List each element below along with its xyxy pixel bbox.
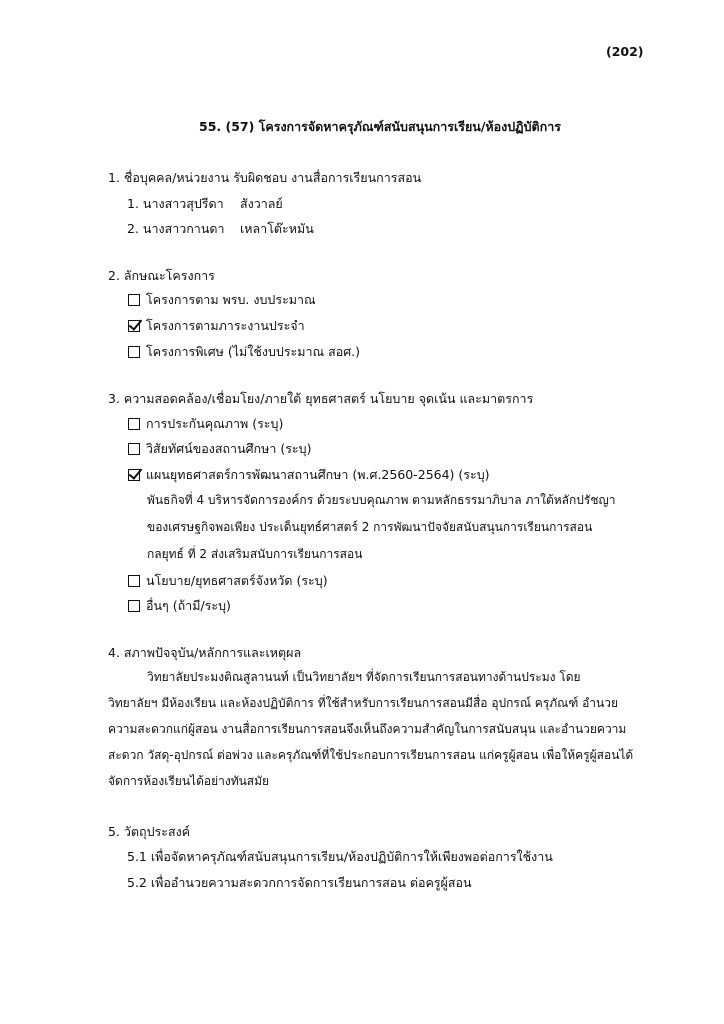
person-2-name: 2. นางสาวกานดา: [127, 221, 225, 236]
option-vision: [128, 439, 311, 459]
checkbox-icon[interactable]: [128, 294, 140, 306]
section2-heading: 2. ลักษณะโครงการ: [108, 268, 215, 283]
person-2-surname: เหลาโต๊ะหมัน: [240, 221, 314, 236]
rationale-line-3: ความสะดวกแก่ผู้สอน งานสื่อการเรียนการสอนจึงเห็นถึงความสำคัญในการสนับสนุน และอำนวยความ: [108, 722, 627, 736]
section3-heading: 3. ความสอดคล้อง/เชื่อมโยง/ภายใต้ ยุทธศาสตร์ นโยบาย จุดเน้น และมาตรการ: [108, 391, 534, 406]
option-label: โครงการตาม พรบ. งบประมาณ: [146, 292, 316, 307]
strategy-detail-line-3: กลยุทธ์ ที่ 2 ส่งเสริมสนับการเรียนการสอน: [147, 547, 363, 561]
section1-heading: 1. ชื่อบุคคล/หน่วยงาน รับผิดชอบ งานสื่อการเรียนการสอน: [108, 170, 422, 185]
option-label: วิสัยทัศน์ของสถานศึกษา (ระบุ): [146, 441, 312, 456]
checkbox-icon[interactable]: [128, 575, 140, 587]
rationale-line-5: จัดการห้องเรียนได้อย่างทันสมัย: [108, 774, 270, 788]
section5-heading: 5. วัตถุประสงค์: [108, 824, 191, 839]
option-special-project: [128, 342, 360, 362]
strategy-detail-line-2: ของเศรษฐกิจพอเพียง ประเด็นยุทธ์ศาสตร์ 2 การพัฒนาปัจจัยสนับสนุนการเรียนการสอน: [147, 520, 593, 534]
checkbox-checked-icon[interactable]: [128, 469, 140, 481]
option-quality-assurance: [128, 414, 283, 434]
option-routine-work: [128, 316, 305, 336]
objective-5-2: 5.2 เพื่ออำนวยความสะดวกการจัดการเรียนการสอน ต่อครูผู้สอน: [127, 875, 472, 890]
checkbox-icon[interactable]: [128, 443, 140, 455]
option-budget-act: [128, 290, 316, 310]
option-strategic-plan: [128, 465, 490, 485]
page-number: (202): [606, 44, 644, 59]
option-label: การประกันคุณภาพ (ระบุ): [146, 416, 284, 431]
option-label: โครงการตามภาระงานประจำ: [146, 318, 305, 333]
option-label: แผนยุทธศาสตร์การพัฒนาสถานศึกษา (พ.ศ.2560-2564) (ระบุ): [146, 467, 490, 482]
option-other: [128, 596, 231, 616]
option-label: นโยบาย/ยุทธศาสตร์จังหวัด (ระบุ): [146, 573, 328, 588]
option-label: อื่นๆ (ถ้ามี/ระบุ): [146, 598, 231, 613]
checkbox-icon[interactable]: [128, 346, 140, 358]
rationale-line-2: วิทยาลัยฯ มีห้องเรียน และห้องปฏิบัติการ ที่ใช้สำหรับการเรียนการสอนมีสื่อ อุปกรณ์ ครุภัณฑ์ อำนวย: [108, 696, 619, 710]
checkbox-checked-icon[interactable]: [128, 320, 140, 332]
document-title: 55. (57) โครงการจัดหาครุภัณฑ์สนับสนุนการเรียน/ห้องปฏิบัติการ: [199, 119, 561, 134]
checkbox-icon[interactable]: [128, 600, 140, 612]
rationale-line-1: วิทยาลัยประมงติณสูลานนท์ เป็นวิทยาลัยฯ ที่จัดการเรียนการสอนทางด้านประมง โดย: [147, 670, 581, 684]
strategy-detail-line-1: พันธกิจที่ 4 บริหารจัดการองค์กร ด้วยระบบคุณภาพ ตามหลักธรรมาภิบาล ภาใต้หลักปรัชญา: [147, 493, 616, 507]
person-1-surname: สังวาลย์: [240, 196, 283, 211]
checkbox-icon[interactable]: [128, 418, 140, 430]
person-1-name: 1. นางสาวสุปรีดา: [127, 196, 224, 211]
section4-heading: 4. สภาพปัจจุบัน/หลักการและเหตุผล: [108, 645, 302, 660]
option-label: โครงการพิเศษ (ไม่ใช้งบประมาณ สอศ.): [146, 344, 360, 359]
objective-5-1: 5.1 เพื่อจัดหาครุภัณฑ์สนับสนุนการเรียน/ห้องปฏิบัติการให้เพียงพอต่อการใช้งาน: [127, 849, 553, 864]
rationale-line-4: สะดวก วัสดุ-อุปกรณ์ ต่อพ่วง และครุภัณฑ์ที่ใช้ประกอบการเรียนการสอน แก่ครูผู้สอน เพื่อให้ครูผู้สอนได้: [108, 748, 634, 762]
option-provincial-policy: [128, 571, 328, 591]
